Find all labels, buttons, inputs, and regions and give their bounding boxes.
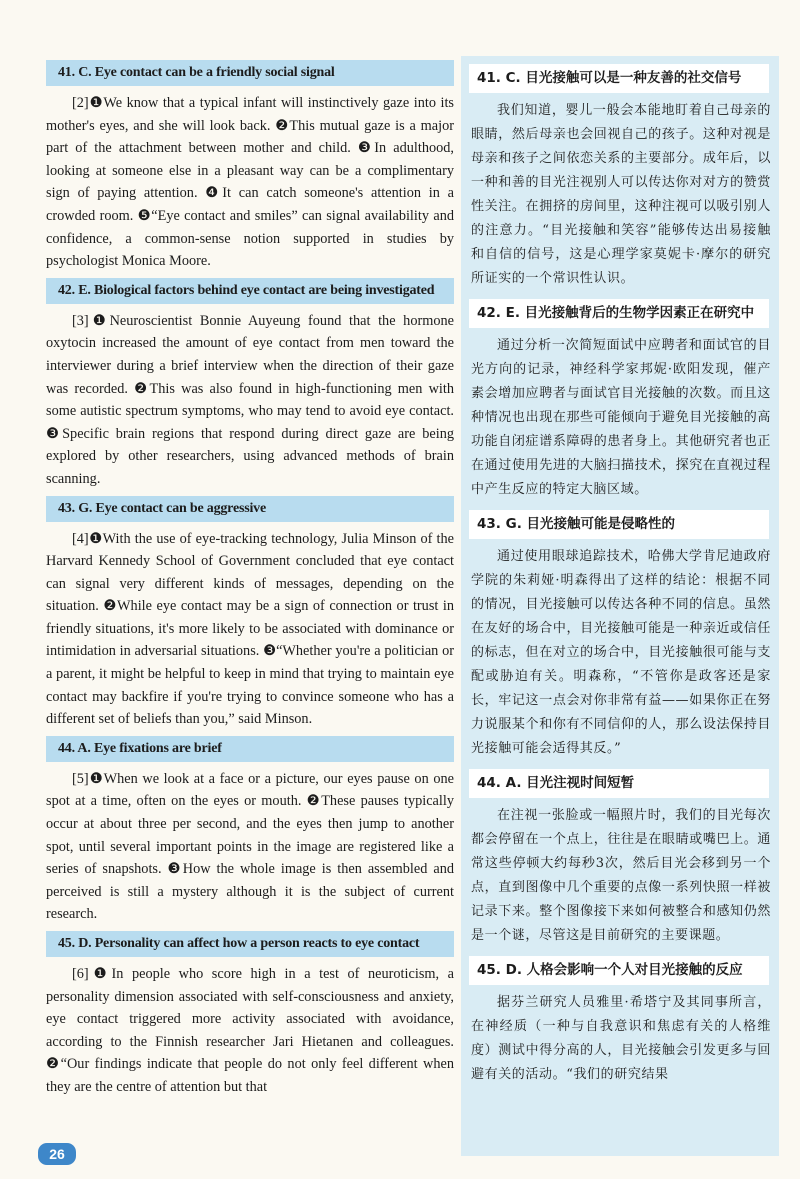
q44-heading-zh: 44. A. 目光注视时间短暂 xyxy=(469,769,769,798)
q42-paragraph-en xyxy=(46,310,454,491)
q44-text-en: [5]❶When we look at a face or a picture, our eyes pause on one spot at a time, often on the eyes or mouth. ❷These pauses typically occur at about three per second, and the eyes then jump to another spot, until several important points in the image are registered like a series of snapshots. ❸How the whole image is then assembled and perceived is still a mystery although it is the subject of current research. xyxy=(46,770,454,923)
q41-text-en: [2]❶We know that a typical infant will instinctively gaze into its mother's eyes, and she will look back. ❷This mutual gaze is a major part of the attachment between mother and child. ❸In adulthood, looking at someone else in a pleasant way can be a complimentary sign of paying attention. ❹It can catch someone's attention in a crowded room. ❺“Eye contact and smiles” can signal availability and confidence, a common-sense notion supported in studies by psychologist Monica Moore. xyxy=(46,95,454,270)
q45-heading-zh: 45. D. 人格会影响一个人对目光接触的反应 xyxy=(469,956,769,985)
q42-heading-en: 42. E. Biological factors behind eye contact are being investigated xyxy=(46,278,454,304)
q45-text-zh: 据芬兰研究人员雅里·希塔宁及其同事所言，在神经质（一种与自我意识和焦虑有关的人格维度）测试中得分高的人，目光接触会引发更多与回避有关的活动。“我们的研究结果 xyxy=(471,995,771,1082)
q41-text-zh: 我们知道，婴儿一般会本能地盯着自己母亲的眼睛，然后母亲也会回视自己的孩子。这种对视是母亲和孩子之间依恋关系的主要部分。成年后，以一种和善的目光注视别人可以传达你对对方的赞赏性关注。在拥挤的房间里，这种注视可以吸引别人的注意力。“目光接触和笑容”能够传达出易接触和自信的信号，这是心理学家莫妮卡·摩尔的研究所证实的一个常识性认识。 xyxy=(471,103,771,286)
q45-heading-en: 45. D. Personality can affect how a person reacts to eye contact xyxy=(46,931,454,957)
q42-text-zh: 通过分析一次简短面试中应聘者和面试官的目光方向的记录，神经科学家邦妮·欧阳发现，催产素会增加应聘者与面试官目光接触的次数。而且这种情况也出现在那些可能倾向于避免目光接触的高功能自闭症谱系障碍的患者身上。其他研究者也正在通过使用先进的大脑扫描技术，探究在直视过程中产生反应的特定大脑区域。 xyxy=(471,338,771,497)
chinese-translation-column xyxy=(461,56,779,1156)
q43-text-en: [4]❶With the use of eye-tracking technology, Julia Minson of the Harvard Kennedy School of Government concluded that eye contact can signal very different kinds of messages, depending on the situation. ❷While eye contact may be a sign of connection or trust in friendly situations, it's more likely to be associated with dominance or intimidation in adversarial situations. ❸“Whether you're a politician or a parent, it might be helpful to keep in mind that trying to maintain eye contact may backfire if you're trying to convince someone who has a different set of beliefs than you,” said Minson. xyxy=(46,530,454,728)
q42-text-en: [3]❶Neuroscientist Bonnie Auyeung found that the hormone oxytocin increased the amount of eye contact from men toward the interviewer during a brief interview when the direction of their gaze was recorded. ❷This was also found in high-functioning men with some autistic spectrum symptoms, who may tend to avoid eye contact. ❸Specific brain regions that respond during direct gaze are being explored by other researchers, using advanced methods of brain scanning. xyxy=(46,312,454,487)
q41-heading-en: 41. C. Eye contact can be a friendly social signal xyxy=(46,60,454,86)
page-number: 26 xyxy=(38,1143,76,1165)
q43-heading-zh: 43. G. 目光接触可能是侵略性的 xyxy=(469,510,769,539)
q45-paragraph-en xyxy=(46,963,454,1099)
q44-text-zh: 在注视一张脸或一幅照片时，我们的目光每次都会停留在一个点上，往往是在眼睛或嘴巴上。通常这些停顿大约每秒3次，然后目光会移到另一个点，直到图像中几个重要的点像一系列快照一样被记录下来。整个图像接下来如何被整合和感知仍然是一个谜，尽管这是目前研究的主要课题。 xyxy=(471,808,771,943)
q43-paragraph-en xyxy=(46,528,454,731)
q41-paragraph-en xyxy=(46,92,454,273)
q41-heading-zh: 41. C. 目光接触可以是一种友善的社交信号 xyxy=(469,64,769,93)
q44-paragraph-en xyxy=(46,768,454,926)
english-column xyxy=(46,56,454,1104)
q44-heading-en: 44. A. Eye fixations are brief xyxy=(46,736,454,762)
q43-text-zh: 通过使用眼球追踪技术，哈佛大学肯尼迪政府学院的朱莉娅·明森得出了这样的结论：根据不同的情况，目光接触可以传达各种不同的信息。虽然在友好的场合中，目光接触可能是一种亲近或信任的标志，但在对立的场合中，目光接触很可能与支配或胁迫有关。明森称，“不管你是政客还是家长，牢记这一点会对你非常有益——如果你正在努力说服某个和你有不同信仰的人，那么设法保持目光接触可能会适得其反。” xyxy=(471,549,771,756)
q43-heading-en: 43. G. Eye contact can be aggressive xyxy=(46,496,454,522)
q42-heading-zh: 42. E. 目光接触背后的生物学因素正在研究中 xyxy=(469,299,769,328)
q45-text-en: [6]❶In people who score high in a test of neuroticism, a personality dimension associated with self-consciousness and anxiety, eye contact triggered more activity associated with avoidance, according to the Finnish researcher Jari Hietanen and colleagues. ❷“Our findings indicate that people do not only feel different when they are the centre of attention but that xyxy=(46,966,454,1095)
